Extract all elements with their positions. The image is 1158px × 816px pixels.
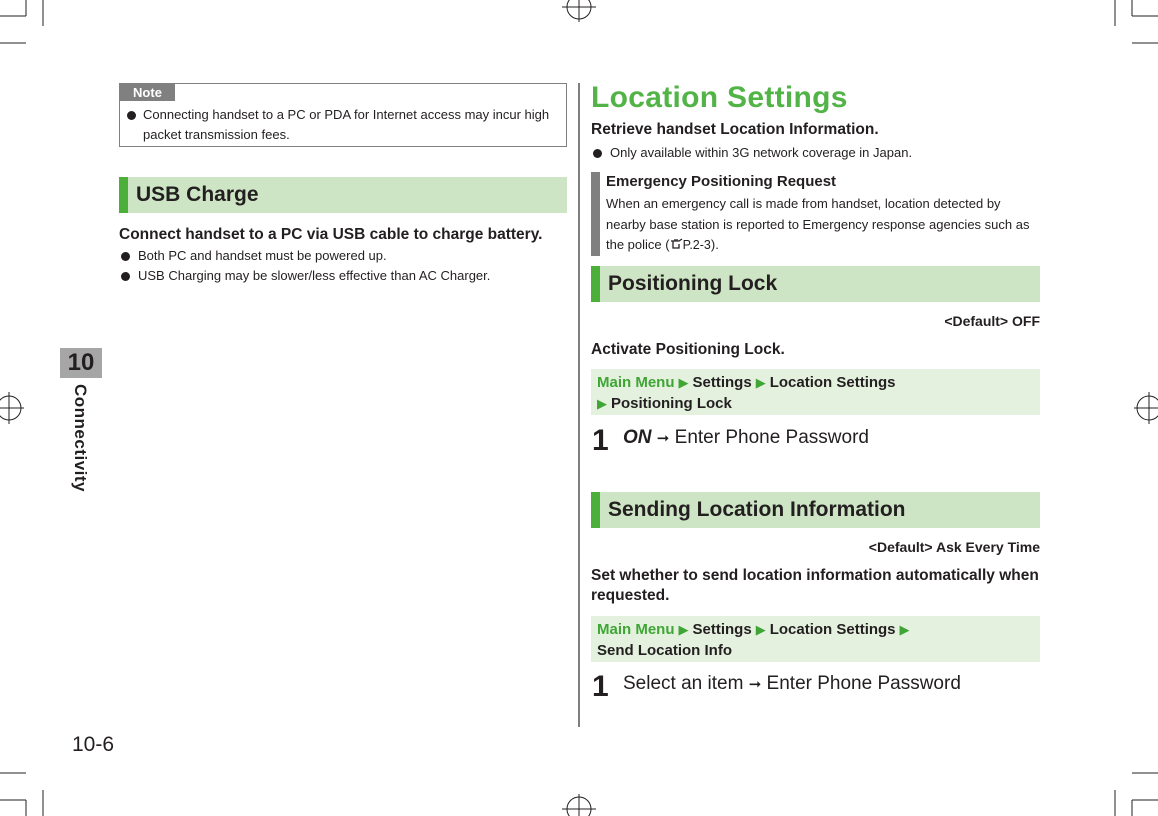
- menu-path-item[interactable]: Settings: [692, 621, 752, 638]
- menu-path-main[interactable]: Main Menu: [597, 621, 675, 638]
- positioning-lock-lead: Activate Positioning Lock.: [591, 341, 785, 358]
- emergency-info-box: [591, 172, 1040, 256]
- sending-location-heading: Sending Location Information: [591, 492, 1040, 528]
- list-item: Both PC and handset must be powered up.: [120, 246, 566, 266]
- arrow-right-icon: ▶: [678, 375, 689, 390]
- default-value: <Default> Ask Every Time: [868, 539, 1040, 555]
- info-bar: [591, 172, 600, 256]
- usb-charge-heading: USB Charge: [119, 177, 567, 213]
- usb-charge-bullets: [120, 246, 566, 286]
- pointing-hand-icon: [670, 238, 683, 250]
- page-reference[interactable]: P.2-3: [682, 238, 711, 252]
- menu-path-main[interactable]: Main Menu: [597, 374, 675, 391]
- step-instruction: [623, 427, 869, 449]
- list-item: USB Charging may be slower/less effective than AC Charger.: [120, 266, 566, 286]
- menu-path-item[interactable]: Location Settings: [769, 374, 896, 391]
- menu-path-item[interactable]: Positioning Lock: [611, 395, 732, 412]
- list-item: Only available within 3G network coverage in Japan.: [592, 143, 1038, 163]
- bullet-icon: [127, 111, 136, 120]
- menu-path: [591, 369, 1040, 415]
- note-list: [126, 105, 562, 145]
- note-item: Connecting handset to a PC or PDA for Internet access may incur high packet transmission fees.: [126, 105, 562, 145]
- chapter-number: 10: [60, 348, 102, 378]
- page-number: 10-6: [72, 733, 115, 756]
- chapter-name: Connectivity: [71, 384, 90, 493]
- step-option[interactable]: Select an item: [623, 673, 744, 694]
- arrow-right-icon: ▶: [899, 622, 910, 637]
- arrow-right-icon: ▶: [755, 622, 766, 637]
- step-arrow: ➞: [748, 676, 762, 693]
- emergency-body: When an emergency call is made from handset, location detected by nearby base station is reported to Emergency response agencies such as the police ( P.2-3).: [606, 196, 1030, 252]
- bullet-icon: [121, 272, 130, 281]
- usb-charge-lead: Connect handset to a PC via USB cable to charge battery.: [119, 226, 543, 243]
- emergency-heading: Emergency Positioning Request: [606, 173, 837, 190]
- step-number: 1: [592, 670, 609, 703]
- positioning-lock-heading: Positioning Lock: [591, 266, 1040, 302]
- menu-path-item[interactable]: Settings: [692, 374, 752, 391]
- step-option[interactable]: ON: [623, 427, 652, 448]
- location-lead: Retrieve handset Location Information.: [591, 121, 879, 138]
- default-value: <Default> OFF: [944, 313, 1040, 329]
- sending-location-lead: Set whether to send location information automatically when requested.: [591, 567, 1039, 604]
- note-label: Note: [120, 84, 175, 101]
- step-number: 1: [592, 424, 609, 457]
- arrow-right-icon: ▶: [678, 622, 689, 637]
- arrow-right-icon: ▶: [597, 396, 607, 411]
- column-divider: [578, 83, 580, 727]
- bullet-icon: [593, 149, 602, 158]
- menu-path: [591, 616, 1040, 662]
- arrow-right-icon: ▶: [755, 375, 766, 390]
- step-text: Enter Phone Password: [766, 673, 961, 694]
- menu-path-item[interactable]: Location Settings: [769, 621, 896, 638]
- location-bullets: [592, 143, 1038, 163]
- menu-path-item[interactable]: Send Location Info: [597, 642, 732, 659]
- step-arrow: ➞: [656, 430, 670, 447]
- step-instruction: [623, 673, 961, 695]
- page-title: Location Settings: [591, 81, 848, 114]
- step-text: Enter Phone Password: [674, 427, 869, 448]
- bullet-icon: [121, 252, 130, 261]
